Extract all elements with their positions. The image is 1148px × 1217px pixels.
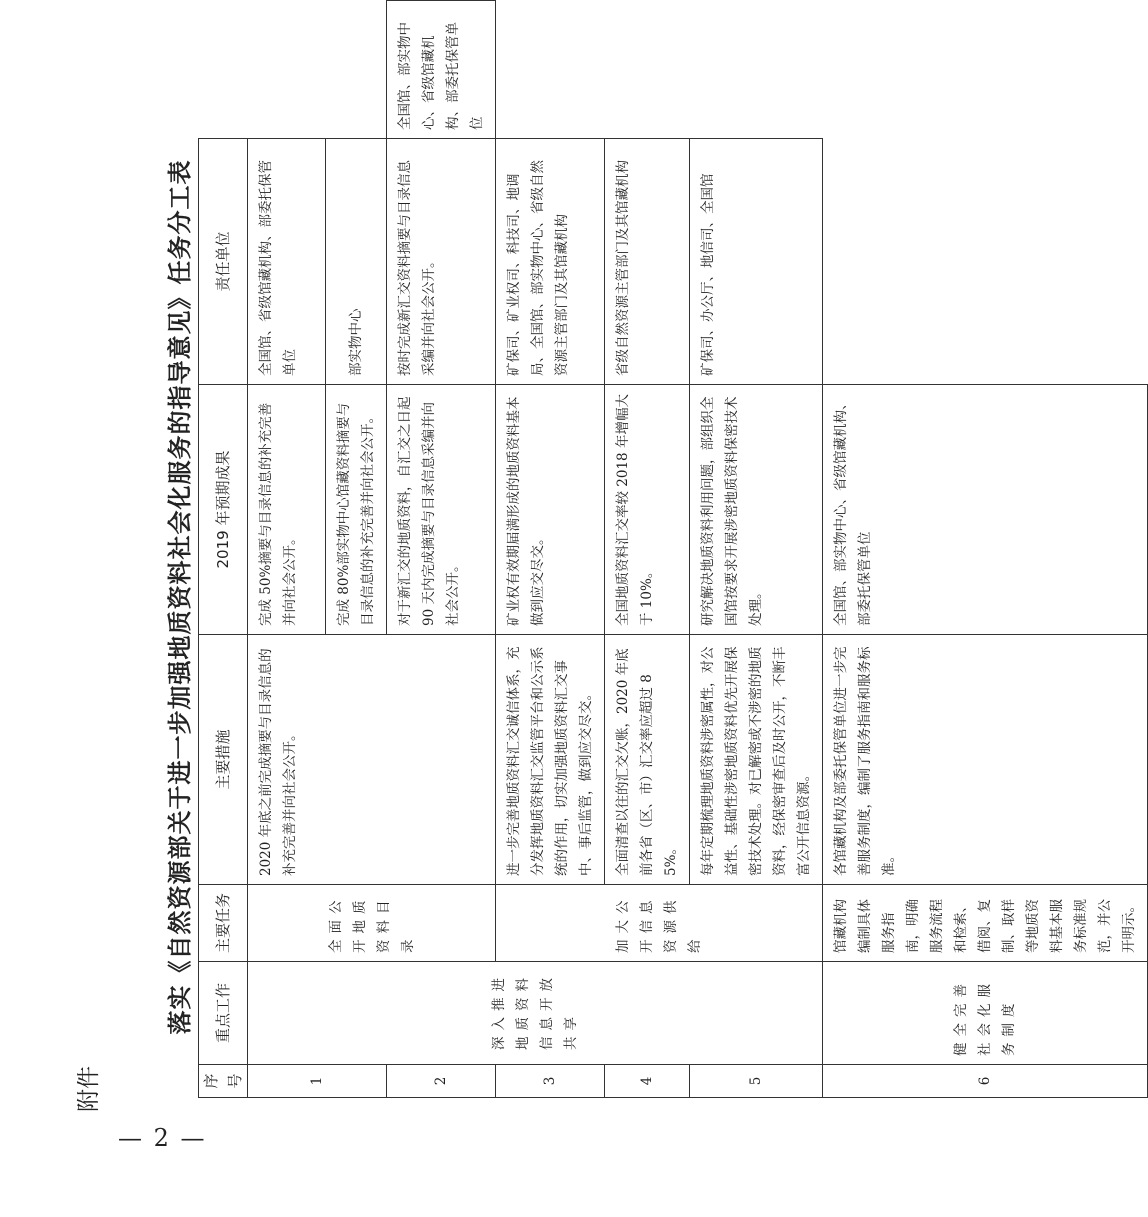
unit-cell: 全国馆、部实物中心、省级馆藏机构、部委托保管单位 (823, 385, 1148, 635)
table-row (823, 1, 1148, 1098)
unit-cell: 全国馆、部实物中心、省级馆藏机构、部委托保管单位 (387, 1, 496, 139)
result-cell: 完成 80%部实物中心馆藏资料摘要与目录信息的补充完善并向社会公开。 (326, 385, 387, 635)
header-seq: 序号 (199, 1065, 248, 1098)
table-row (248, 1, 326, 1098)
page-number: — 2 — (118, 1124, 207, 1152)
header-result: 2019 年预期成果 (199, 385, 248, 635)
task-cell: 健全完善社会化服务制度 (823, 962, 1148, 1065)
unit-cell: 部实物中心 (326, 139, 387, 385)
task-cell: 全面公开地质资料目录 (248, 885, 496, 962)
unit-cell: 矿保司、办公厅、地信司、全国馆 (690, 139, 823, 385)
unit-cell: 全国馆、省级馆藏机构、部委托保管单位 (248, 139, 326, 385)
attachment-label: 附件 (76, 1066, 102, 1112)
result-cell: 按时完成新汇交资料摘要与目录信息采编并向社会公开。 (387, 139, 496, 385)
measure-cell: 进一步完善地质资料汇交诚信体系，充分发挥地质资料汇交监管平台和公示系统的作用，切实加强地质资料汇交事中、事后监管，做到应交尽交。 (496, 635, 605, 885)
seq-cell: 5 (690, 1065, 823, 1098)
document-title: 落实《自然资源部关于进一步加强地质资料社会化服务的指导意见》任务分工表 (165, 159, 194, 1035)
measure-cell: 每年定期梳理地质资料涉密属性，对公益性、基础性涉密地质资料优先开展保密技术处理。对已解密或不涉密的地质资料，经保密审查后及时公开，不断丰富公开信息资源。 (690, 635, 823, 885)
seq-cell: 2 (387, 1065, 496, 1098)
unit-cell: 矿保司、矿业权司、科技司、地调局、全国馆、部实物中心、省级自然资源主管部门及其馆藏机构 (496, 139, 605, 385)
result-cell: 研究解决地质资料利用问题，部组织全国馆按要求开展涉密地质资料保密技术处理。 (690, 385, 823, 635)
result-cell: 全国地质资料汇交率较 2018 年增幅大于 10%。 (605, 385, 690, 635)
seq-cell: 3 (496, 1065, 605, 1098)
table-row (496, 1, 605, 1098)
task-cell: 加大公开信息资源供给 (496, 885, 823, 962)
header-task: 主要任务 (199, 885, 248, 962)
result-cell: 矿业权有效期届满形成的地质资料基本做到应交尽交。 (496, 385, 605, 635)
measure-cell: 全面清查以往的汇交欠账，2020 年底前各省（区、市）汇交率应超过 85%。 (605, 635, 690, 885)
key-work-cell: 深入推进地质资料信息开放共享 (248, 962, 823, 1065)
header-unit: 责任单位 (199, 139, 248, 385)
measure-cell: 2020 年底之前完成摘要与目录信息的补充完善并向社会公开。 (248, 635, 496, 885)
task-allocation-table (198, 0, 1148, 1098)
table-header-row (199, 1, 248, 1098)
header-measure: 主要措施 (199, 635, 248, 885)
seq-cell: 6 (823, 1065, 1148, 1098)
result-cell: 完成 50%摘要与目录信息的补充完善并向社会公开。 (248, 385, 326, 635)
measure-cell: 对于新汇交的地质资料，自汇交之日起 90 天内完成摘要与目录信息采编并向社会公开。 (387, 385, 496, 635)
result-cell: 各馆藏机构及部委托保管单位进一步完善服务制度，编制了服务指南和服务标准。 (823, 635, 1148, 885)
measure-cell: 馆藏机构编制具体服务指南，明确服务流程和检索、借阅、复制、取样等地质资料基本服务标准规范，并公开明示。 (823, 885, 1148, 962)
unit-cell: 省级自然资源主管部门及其馆藏机构 (605, 139, 690, 385)
seq-cell: 1 (248, 1065, 387, 1098)
seq-cell: 4 (605, 1065, 690, 1098)
header-key-work: 重点工作 (199, 962, 248, 1065)
